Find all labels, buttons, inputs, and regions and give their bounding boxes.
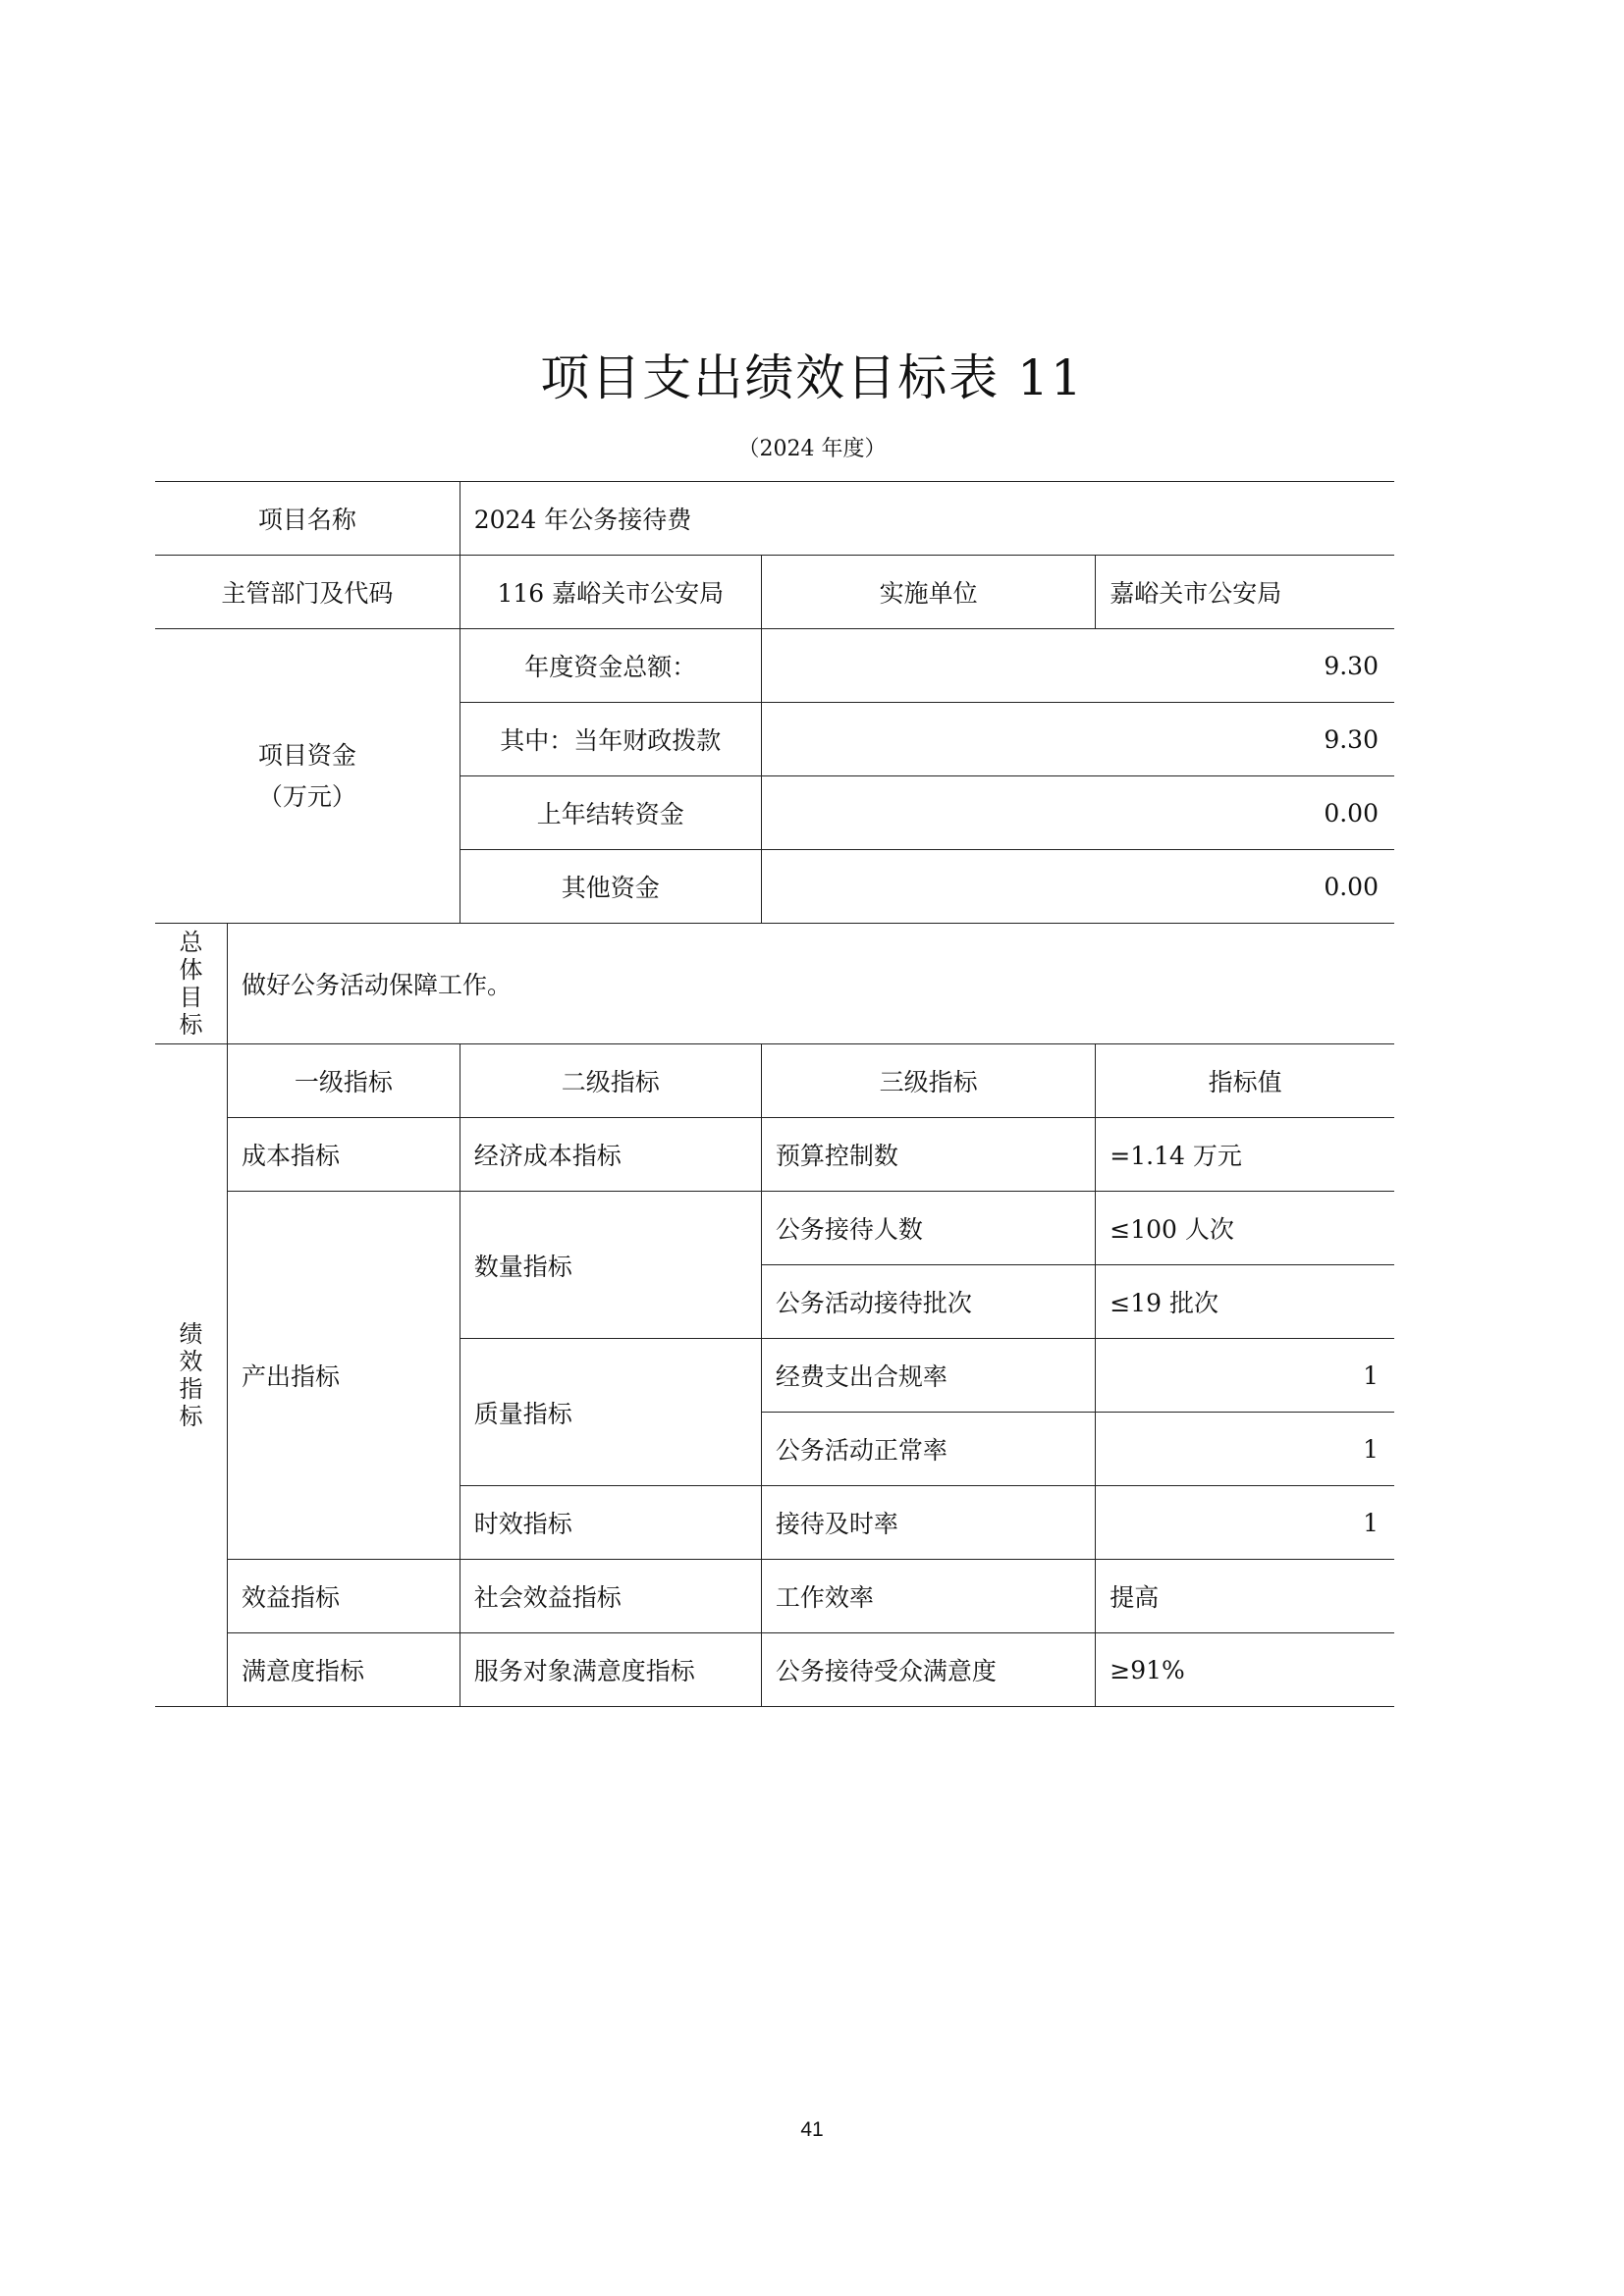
table-row [155,1044,1394,1118]
satisfaction-l3: 公务接待受众满意度 [761,1633,1095,1707]
table-row [155,924,1394,1044]
quantity-value: ≤100 人次 [1096,1192,1394,1265]
header-level1: 一级指标 [228,1044,460,1118]
table-row [155,1192,1394,1265]
funds-label-line2: （万元） [257,781,356,811]
dept-label: 主管部门及代码 [155,556,460,629]
dept-value: 116 嘉峪关市公安局 [460,556,761,629]
funds-row-value: 0.00 [761,776,1394,850]
funds-row-value: 9.30 [761,629,1394,703]
page-title: 项目支出绩效目标表 11 [540,349,1084,406]
funds-row-value: 9.30 [761,703,1394,776]
header-value: 指标值 [1096,1044,1394,1118]
cost-l1: 成本指标 [228,1118,460,1192]
header-level3: 三级指标 [761,1044,1095,1118]
timeliness-value: 1 [1096,1486,1394,1560]
benefit-value: 提高 [1096,1560,1394,1633]
satisfaction-value: ≥91% [1096,1633,1394,1707]
quantity-l3: 公务接待人数 [761,1192,1095,1265]
table-row [155,1118,1394,1192]
page-subtitle: （2024 年度） [737,437,887,461]
benefit-l2: 社会效益指标 [460,1560,761,1633]
funds-row-label: 年度资金总额： [460,629,761,703]
impl-unit-value: 嘉峪关市公安局 [1096,556,1394,629]
funds-label-line1: 项目资金 [257,740,356,770]
timeliness-l3: 接待及时率 [761,1486,1095,1560]
cost-l3: 预算控制数 [761,1118,1095,1192]
overall-goal-label: 总 体 目 标 [155,924,228,1044]
timeliness-l2: 时效指标 [460,1486,761,1560]
funds-row-label: 上年结转资金 [460,776,761,850]
satisfaction-l1: 满意度指标 [228,1633,460,1707]
benefit-l1: 效益指标 [228,1560,460,1633]
quality-value: 1 [1096,1339,1394,1413]
table-row [155,629,1394,703]
page-number: 41 [800,2118,824,2141]
quantity-l2: 数量指标 [460,1192,761,1339]
table-row [155,1560,1394,1633]
cost-value: =1.14 万元 [1096,1118,1394,1192]
indicators-label: 绩 效 指 标 [155,1044,228,1707]
performance-table [155,481,1394,1707]
project-name-value: 2024 年公务接待费 [460,482,1394,556]
funds-label [155,629,460,924]
quality-value: 1 [1096,1413,1394,1486]
funds-row-value: 0.00 [761,850,1394,924]
output-l1: 产出指标 [228,1192,460,1560]
quantity-value: ≤19 批次 [1096,1265,1394,1339]
benefit-l3: 工作效率 [761,1560,1095,1633]
impl-unit-label: 实施单位 [761,556,1095,629]
funds-row-label: 其他资金 [460,850,761,924]
table-row [155,482,1394,556]
header-level2: 二级指标 [460,1044,761,1118]
quality-l3: 公务活动正常率 [761,1413,1095,1486]
project-name-label: 项目名称 [155,482,460,556]
funds-row-label: 其中：当年财政拨款 [460,703,761,776]
cost-l2: 经济成本指标 [460,1118,761,1192]
table-row [155,556,1394,629]
quality-l3: 经费支出合规率 [761,1339,1095,1413]
overall-goal-text: 做好公务活动保障工作。 [228,924,1394,1044]
table-row [155,1633,1394,1707]
quantity-l3: 公务活动接待批次 [761,1265,1095,1339]
satisfaction-l2: 服务对象满意度指标 [460,1633,761,1707]
quality-l2: 质量指标 [460,1339,761,1486]
